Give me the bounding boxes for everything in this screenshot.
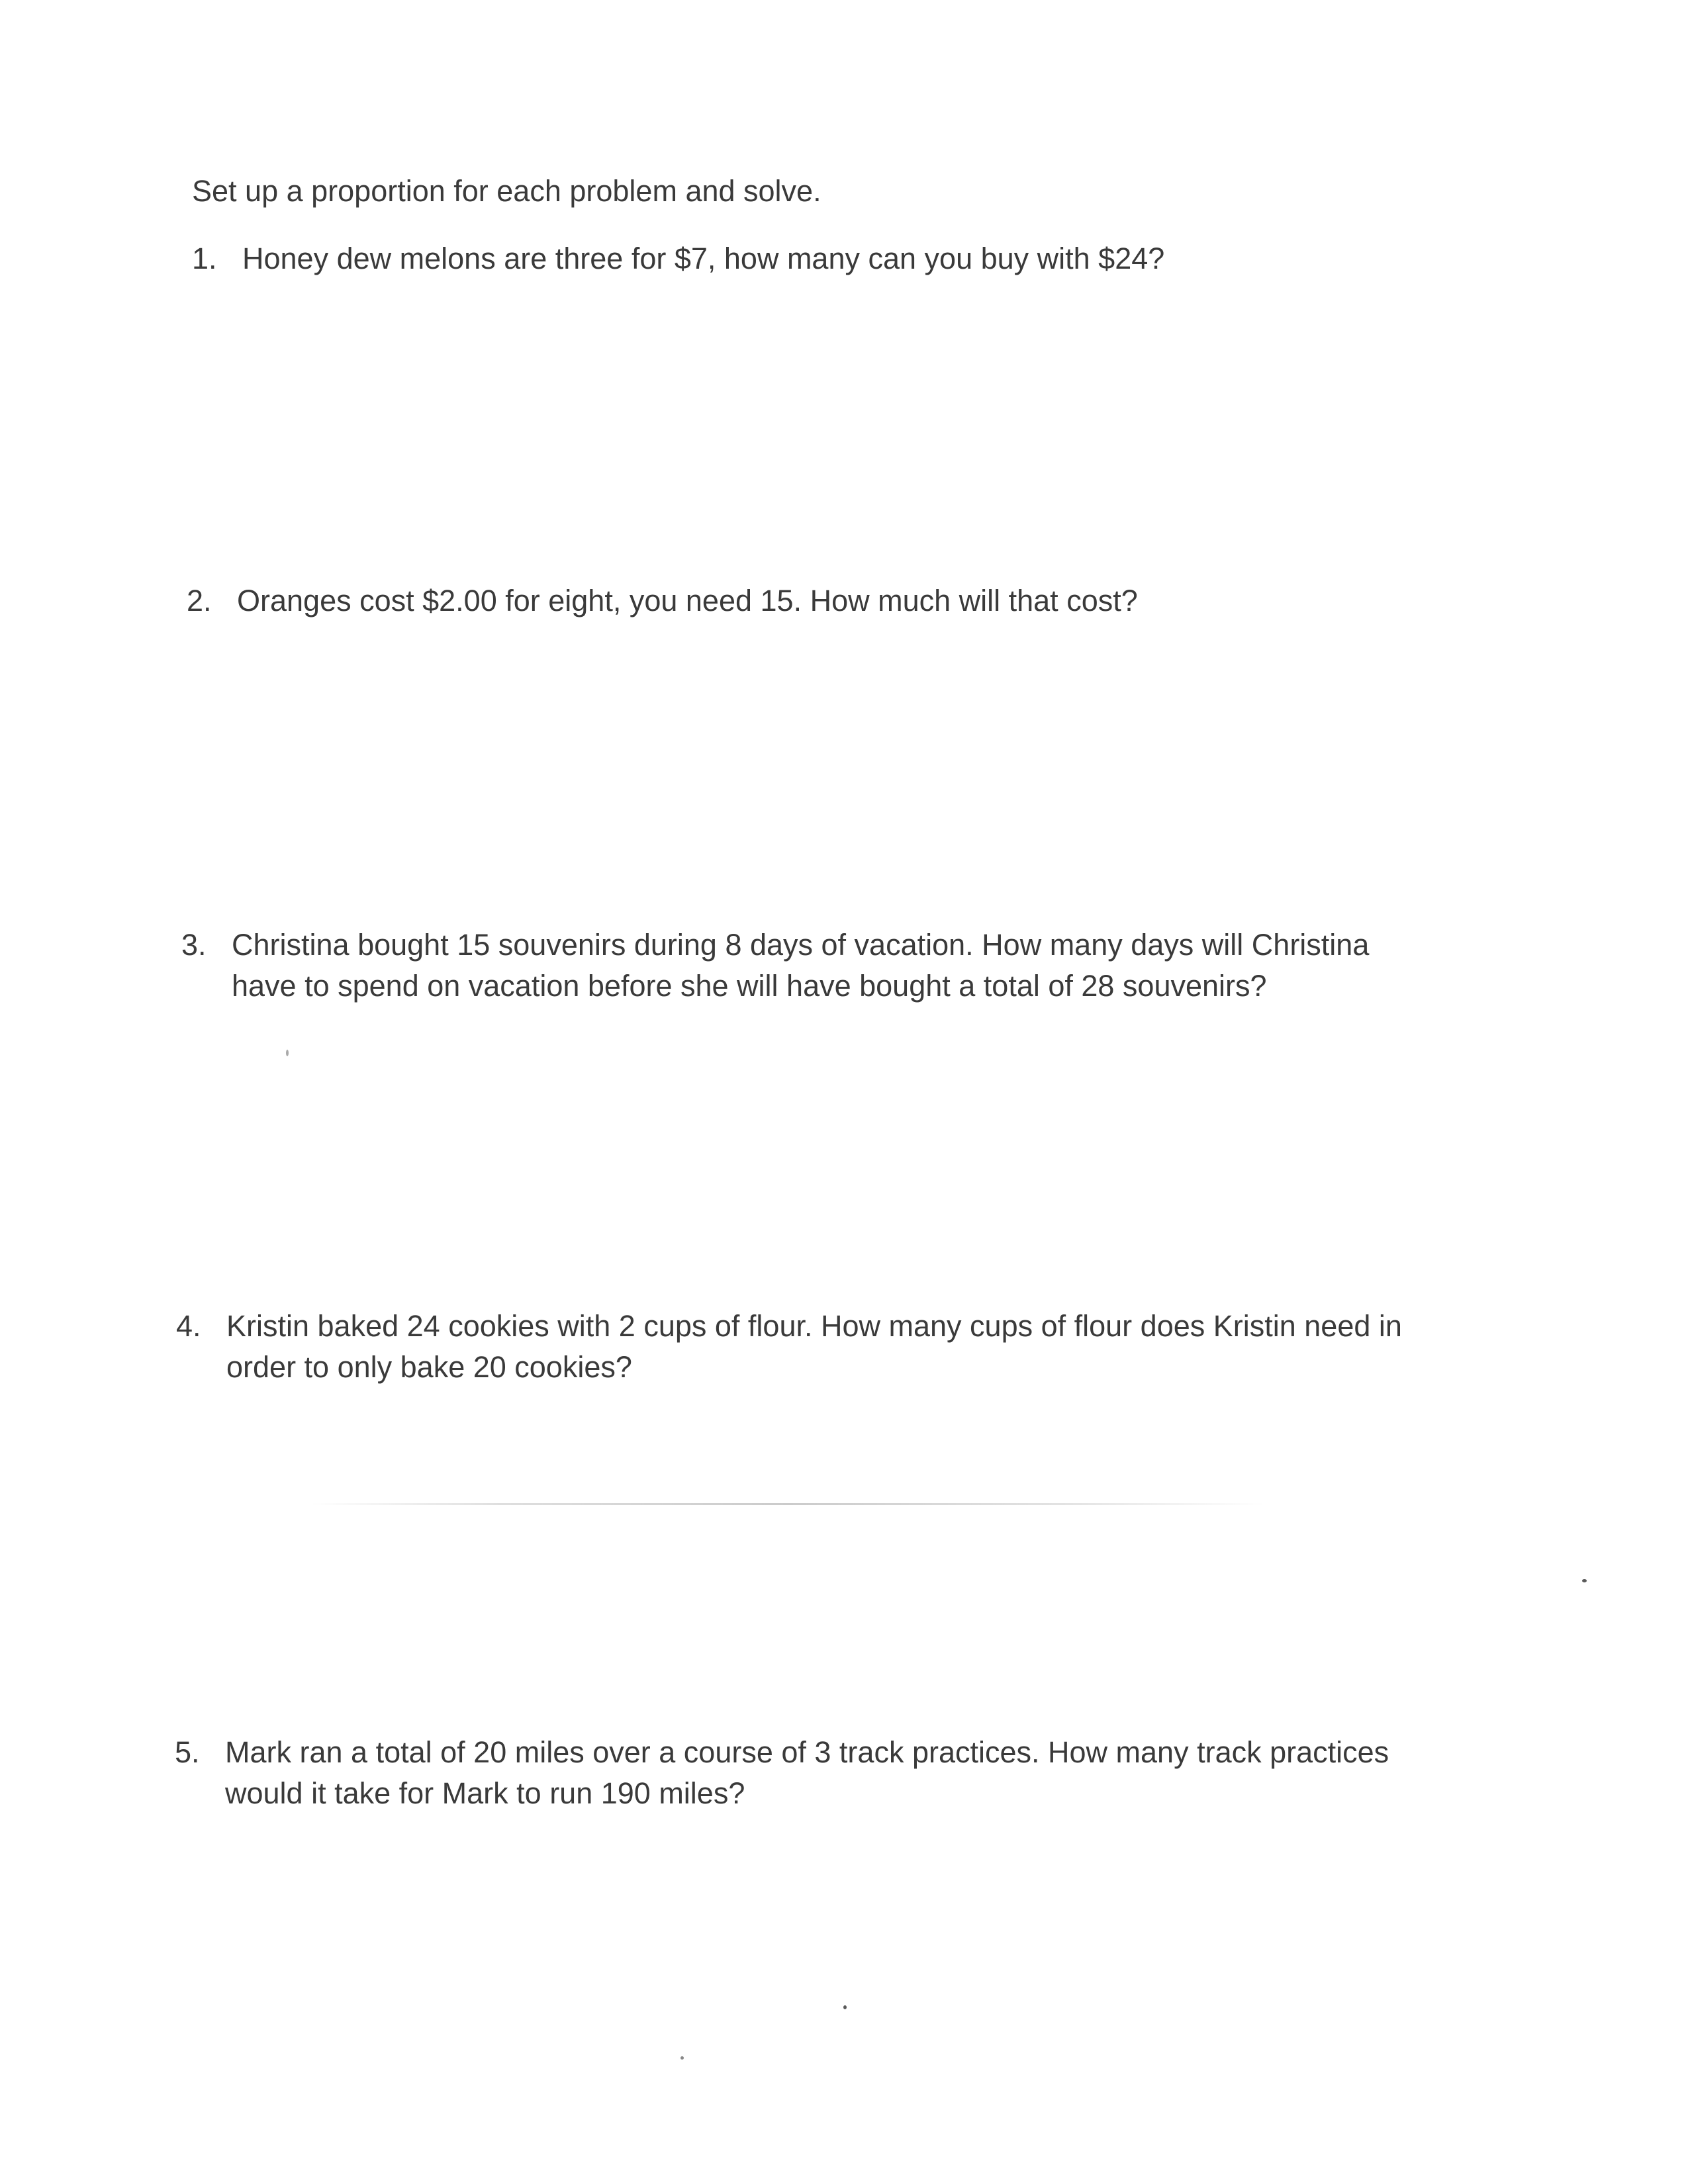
- problem-text: Mark ran a total of 20 miles over a course of 3 track practices. How many track practices would it take for Mark to run 190 miles?: [225, 1735, 1389, 1810]
- problem-text: Honey dew melons are three for $7, how many can you buy with $24?: [242, 242, 1165, 275]
- scan-speck: [680, 2056, 684, 2060]
- problem-text: Christina bought 15 souvenirs during 8 days of vacation. How many days will Christina have to spend on vacation before she will have bought a total of 28 souvenirs?: [232, 928, 1370, 1003]
- problem-1: [192, 238, 1450, 279]
- problem-3: [181, 925, 1413, 1007]
- problem-number: 2.: [187, 584, 212, 617]
- scan-speck: [843, 2005, 847, 2009]
- scan-speck: [1582, 1579, 1587, 1582]
- problem-number: 5.: [175, 1735, 200, 1769]
- problem-number: 3.: [181, 928, 207, 962]
- scan-speck: [286, 1050, 289, 1056]
- problem-4: [176, 1306, 1447, 1388]
- problem-2: [187, 580, 1444, 621]
- problem-number: 4.: [176, 1309, 201, 1343]
- problem-text: Kristin baked 24 cookies with 2 cups of flour. How many cups of flour does Kristin need in order to only bake 20 cookies?: [226, 1309, 1402, 1384]
- instructions-text: Set up a proportion for each problem and solve.: [192, 174, 821, 208]
- problem-5: [175, 1732, 1446, 1814]
- problem-text: Oranges cost $2.00 for eight, you need 15. How much will that cost?: [237, 584, 1138, 617]
- scan-smudge: [311, 1503, 1264, 1505]
- problem-number: 1.: [192, 242, 217, 275]
